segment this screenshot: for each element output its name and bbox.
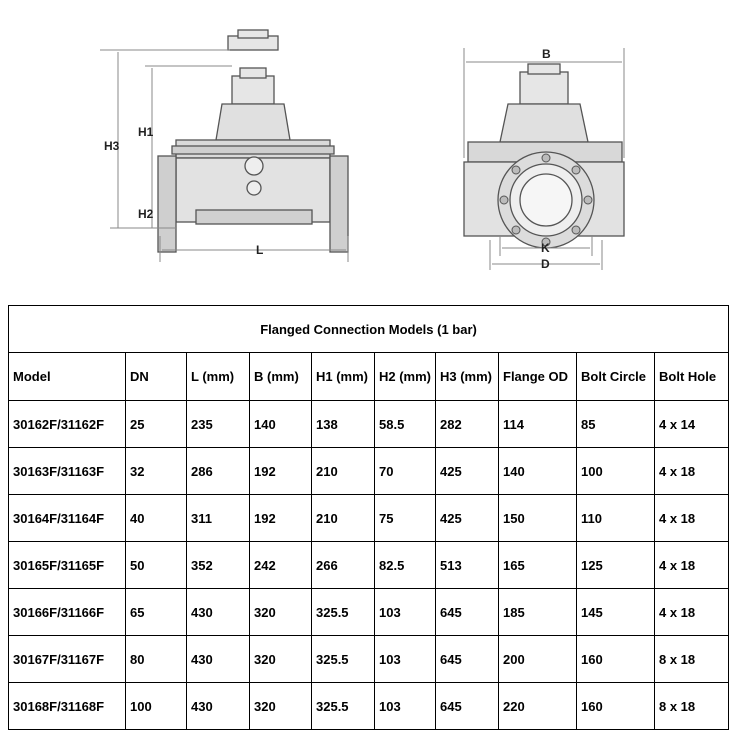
table-cell: 235 [187, 401, 250, 448]
table-cell: 165 [499, 542, 577, 589]
table-cell: 425 [436, 448, 499, 495]
column-header: DN [126, 353, 187, 401]
h2-label: H2 [138, 207, 154, 221]
table-cell: 645 [436, 636, 499, 683]
front-view-drawing [0, 0, 750, 290]
table-cell: 8 x 18 [655, 636, 729, 683]
table-cell: 4 x 18 [655, 448, 729, 495]
table-row [9, 495, 729, 542]
table-cell: 266 [312, 542, 375, 589]
table-cell: 320 [250, 636, 312, 683]
table-cell: 80 [126, 636, 187, 683]
column-header: Bolt Hole [655, 353, 729, 401]
table-cell: 4 x 14 [655, 401, 729, 448]
table-cell: 85 [577, 401, 655, 448]
table-cell: 242 [250, 542, 312, 589]
table-cell: 352 [187, 542, 250, 589]
table-cell: 30165F/31165F [9, 542, 126, 589]
table-cell: 70 [375, 448, 436, 495]
d-label: D [541, 257, 550, 271]
k-label: K [541, 241, 550, 255]
table-title: Flanged Connection Models (1 bar) [9, 306, 729, 353]
table-cell: 138 [312, 401, 375, 448]
table-cell: 30167F/31167F [9, 636, 126, 683]
table-cell: 103 [375, 589, 436, 636]
table-cell: 325.5 [312, 636, 375, 683]
h3-label: H3 [104, 139, 120, 153]
column-header: H2 (mm) [375, 353, 436, 401]
table-cell: 32 [126, 448, 187, 495]
table-cell: 100 [126, 683, 187, 730]
table-cell: 145 [577, 589, 655, 636]
technical-drawings [0, 0, 750, 290]
table-cell: 30164F/31164F [9, 495, 126, 542]
table-cell: 192 [250, 448, 312, 495]
table-cell: 325.5 [312, 683, 375, 730]
column-header: B (mm) [250, 353, 312, 401]
table-cell: 50 [126, 542, 187, 589]
table-cell: 75 [375, 495, 436, 542]
table-row [9, 448, 729, 495]
l-label: L [256, 243, 264, 257]
column-header: H1 (mm) [312, 353, 375, 401]
table-cell: 425 [436, 495, 499, 542]
table-cell: 220 [499, 683, 577, 730]
table-cell: 114 [499, 401, 577, 448]
table-cell: 30163F/31163F [9, 448, 126, 495]
table-cell: 645 [436, 683, 499, 730]
table-cell: 4 x 18 [655, 542, 729, 589]
table-cell: 320 [250, 683, 312, 730]
table-cell: 160 [577, 636, 655, 683]
table-cell: 103 [375, 636, 436, 683]
table-cell: 140 [250, 401, 312, 448]
table-cell: 150 [499, 495, 577, 542]
table-cell: 58.5 [375, 401, 436, 448]
table-cell: 320 [250, 589, 312, 636]
table-row [9, 683, 729, 730]
table-cell: 513 [436, 542, 499, 589]
table-cell: 430 [187, 589, 250, 636]
table-cell: 160 [577, 683, 655, 730]
column-header: Bolt Circle [577, 353, 655, 401]
table-header-row [9, 353, 729, 401]
table-cell: 65 [126, 589, 187, 636]
column-header: Model [9, 353, 126, 401]
table-cell: 282 [436, 401, 499, 448]
b-label: B [542, 47, 551, 61]
table-row [9, 589, 729, 636]
table-cell: 25 [126, 401, 187, 448]
table-cell: 40 [126, 495, 187, 542]
table-cell: 4 x 18 [655, 495, 729, 542]
table-row [9, 401, 729, 448]
table-cell: 200 [499, 636, 577, 683]
table-cell: 30168F/31168F [9, 683, 126, 730]
table-cell: 4 x 18 [655, 589, 729, 636]
table-cell: 325.5 [312, 589, 375, 636]
column-header: L (mm) [187, 353, 250, 401]
table-cell: 103 [375, 683, 436, 730]
table-cell: 286 [187, 448, 250, 495]
table-cell: 210 [312, 495, 375, 542]
table-cell: 210 [312, 448, 375, 495]
table-cell: 645 [436, 589, 499, 636]
table-cell: 8 x 18 [655, 683, 729, 730]
table-cell: 125 [577, 542, 655, 589]
table-cell: 430 [187, 636, 250, 683]
table-cell: 82.5 [375, 542, 436, 589]
table-cell: 311 [187, 495, 250, 542]
table-row [9, 542, 729, 589]
h1-label: H1 [138, 125, 154, 139]
table-row [9, 636, 729, 683]
table-cell: 185 [499, 589, 577, 636]
table-cell: 430 [187, 683, 250, 730]
specifications-table [8, 305, 729, 730]
table-cell: 30162F/31162F [9, 401, 126, 448]
table-cell: 110 [577, 495, 655, 542]
column-header: Flange OD [499, 353, 577, 401]
table-cell: 140 [499, 448, 577, 495]
table-cell: 192 [250, 495, 312, 542]
column-header: H3 (mm) [436, 353, 499, 401]
table-cell: 30166F/31166F [9, 589, 126, 636]
table-cell: 100 [577, 448, 655, 495]
